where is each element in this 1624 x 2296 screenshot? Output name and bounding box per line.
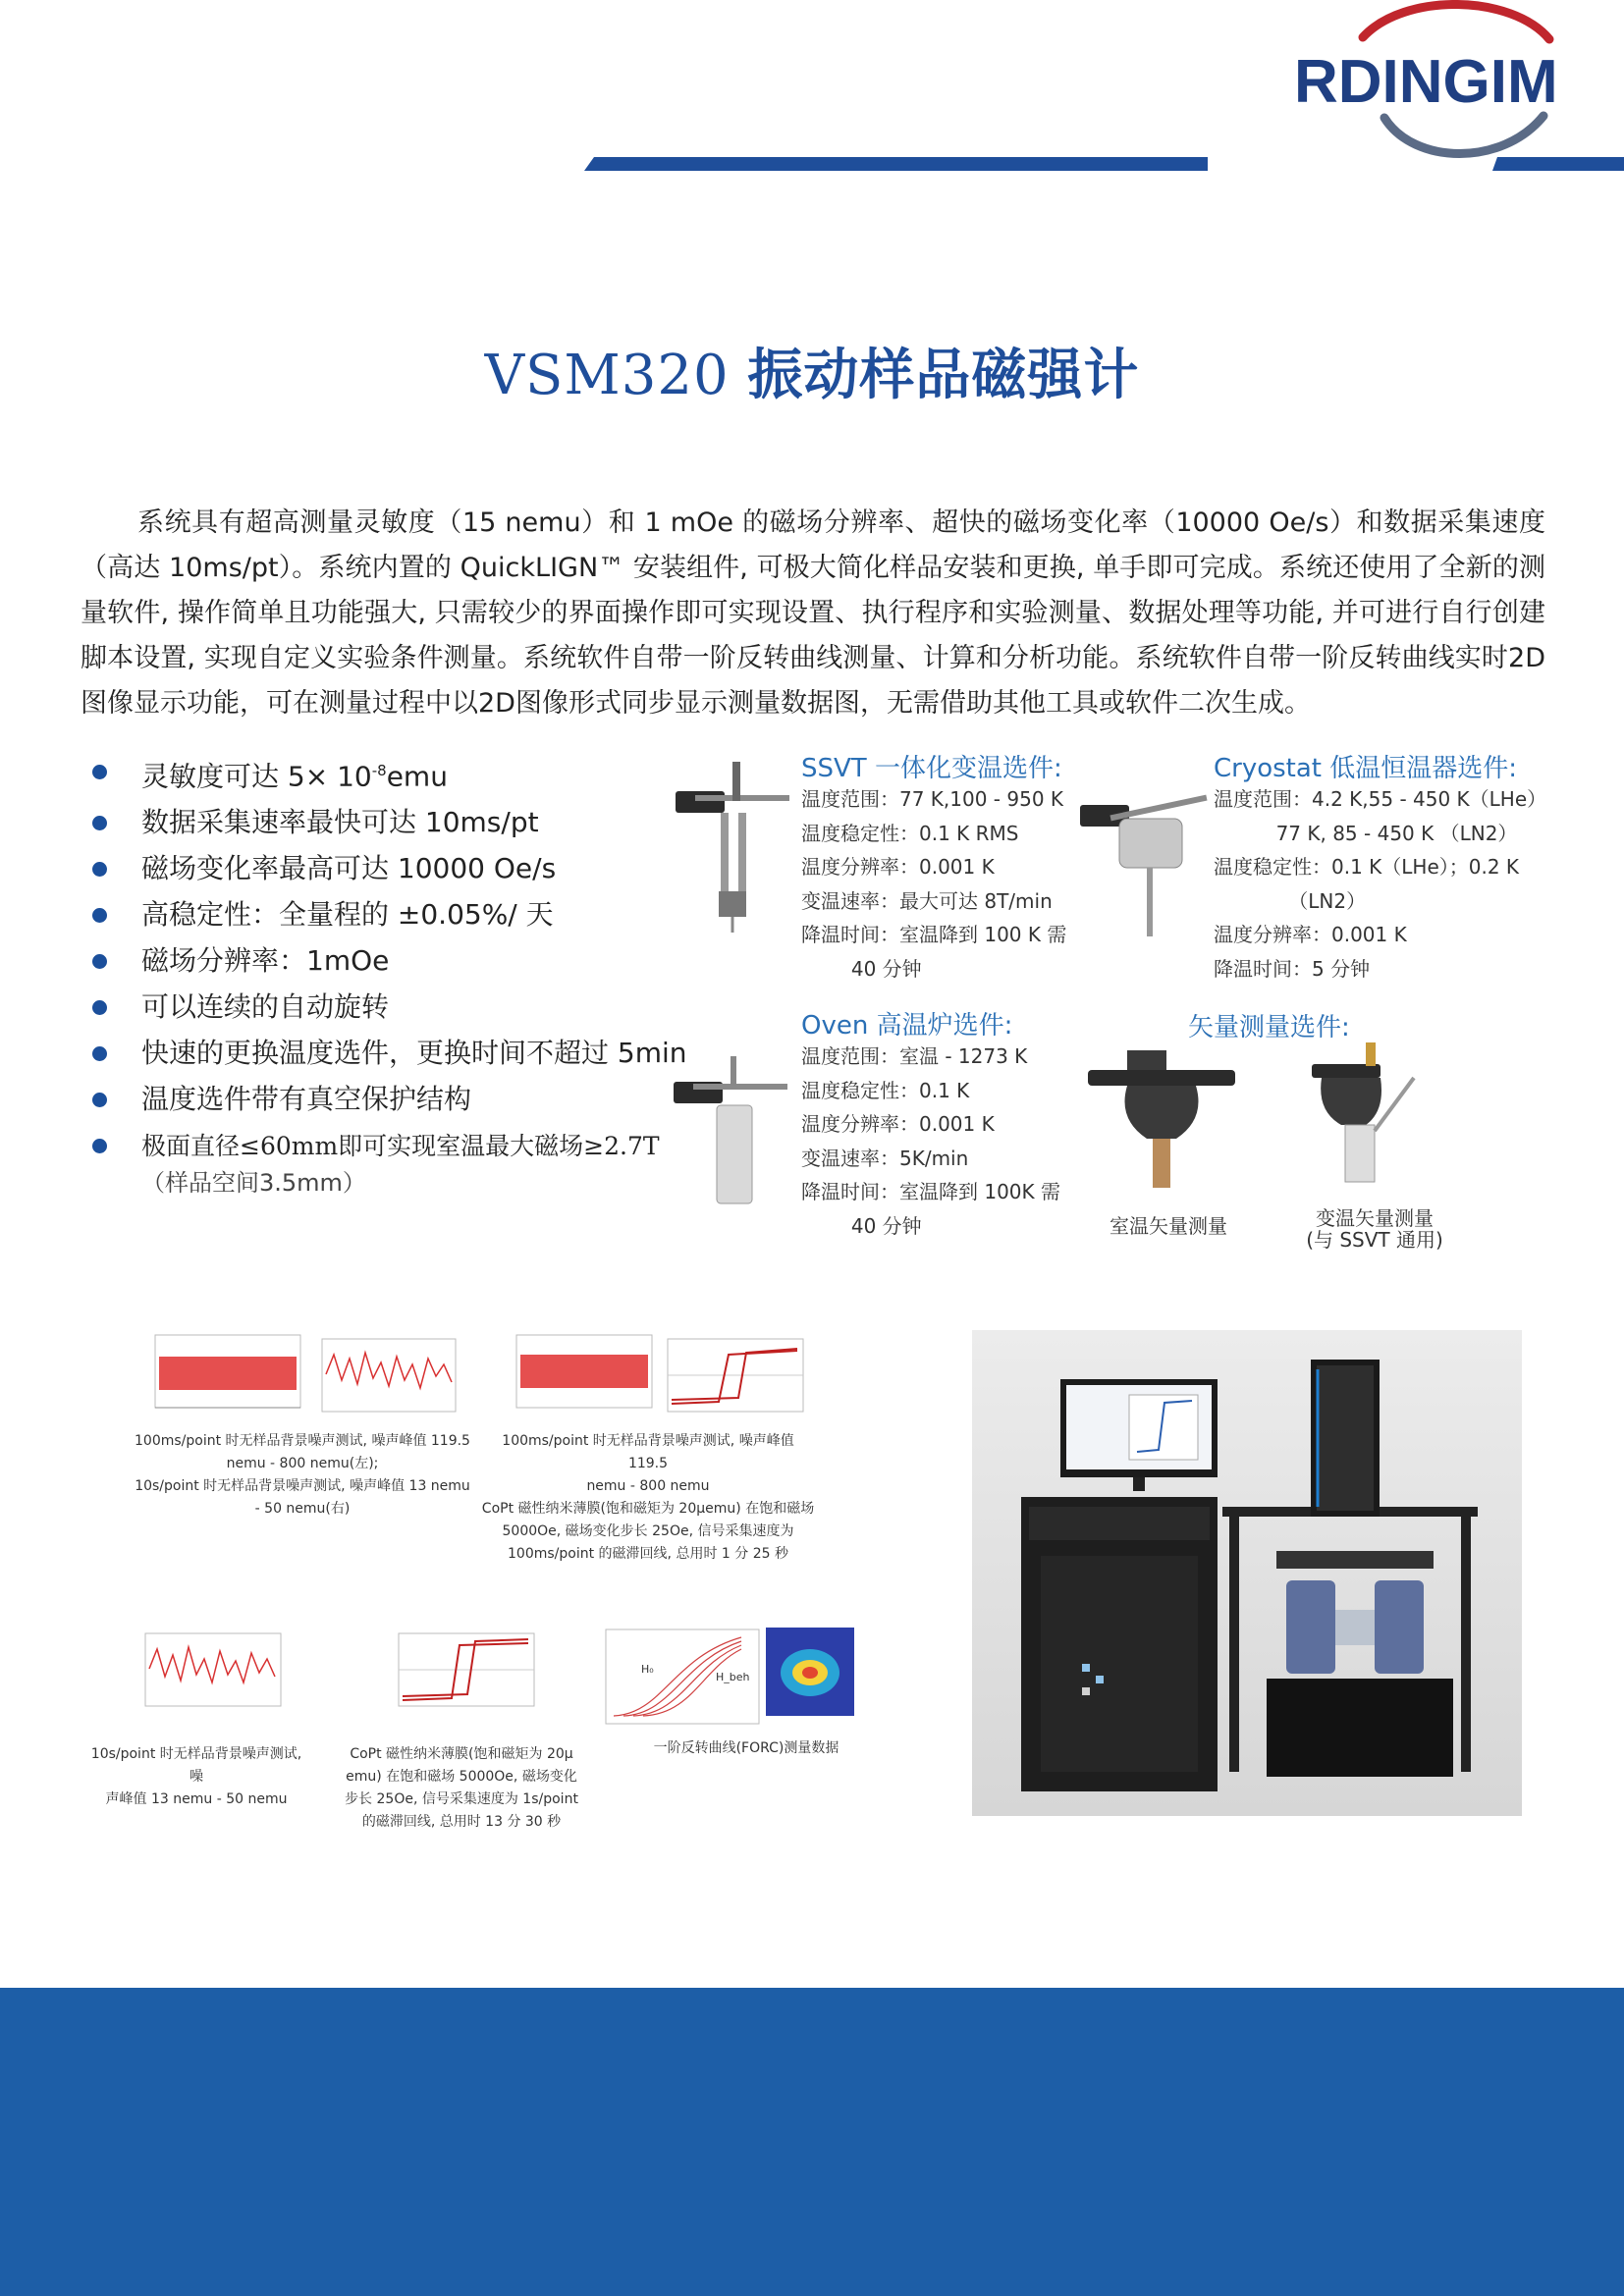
bullet-dot-icon	[92, 1139, 107, 1153]
forc-heatmap	[766, 1628, 854, 1716]
footer-band	[0, 1988, 1624, 2296]
feature-item: 数据采集速率最快可达 10ms/pt	[88, 799, 697, 845]
plot-caption: 一阶反转曲线(FORC)测量数据	[653, 1740, 839, 1756]
variable-temp-vector-image	[1312, 1042, 1420, 1188]
bullet-dot-icon	[92, 908, 107, 923]
room-temp-vector-image	[1088, 1050, 1235, 1198]
vsm-system-photo	[972, 1330, 1522, 1816]
bullet-dot-icon	[92, 1000, 107, 1015]
bullet-dot-icon	[92, 816, 107, 830]
forc-label-left: H₀	[641, 1663, 654, 1676]
intro-paragraph	[81, 501, 1545, 726]
hysteresis-plot-1s	[391, 1629, 538, 1718]
room-temp-vector-label: 室温矢量测量	[1110, 1214, 1227, 1238]
bullet-dot-icon	[92, 1093, 107, 1107]
feature-item: 灵敏度可达 $5\times 10^{-8}emu$	[88, 748, 697, 799]
feature-item: 磁场变化率最高可达 10000 Oe/s	[88, 845, 697, 891]
bullet-dot-icon	[92, 1046, 107, 1061]
rdingim-logo	[1286, 0, 1624, 167]
ssvt-option-specs: 温度范围：77 K,100 - 950 K 温度稳定性：0.1 K RMS 温度分辨率：0.001 K 变温速率：最大可达 8T/min 降温时间：室温降到 100 K 需 40 分钟	[801, 787, 1067, 981]
oven-option-image	[674, 1050, 791, 1217]
cryostat-option-specs: 温度范围：4.2 K,55 - 450 K（LHe） 77 K, 85 - 450 K （LN2） 温度稳定性：0.1 K（LHe）；0.2 K （LN2） 温度分辨率：0.001 K 降温时间：5 分钟	[1214, 787, 1547, 981]
title-model: VSM320	[484, 344, 730, 407]
noise-plot-100ms-b	[503, 1331, 655, 1424]
variable-temp-vector-label: 变温矢量测量 (与 SSVT 通用)	[1306, 1206, 1443, 1252]
feature-item: 极面直径≤60mm即可实现室温最大磁场≥2.7T （样品空间3.5mm）	[88, 1122, 697, 1197]
oven-option-specs: 温度范围：室温 - 1273 K 温度稳定性：0.1 K 温度分辨率：0.001 K 变温速率：5K/min 降温时间：室温降到 100K 需 40 分钟	[801, 1044, 1061, 1238]
noise-plot-10s	[312, 1335, 460, 1423]
feature-item: 高稳定性：全量程的 ±0.05%/ 天	[88, 891, 697, 937]
page-title	[0, 332, 1624, 410]
plot-caption: 100ms/point 时无样品背景噪声测试, 噪声峰值 119.5 nemu - 800 nemu(左); 10s/point 时无样品背景噪声测试, 噪声峰值 13 nemu - 50 nemu(右)	[135, 1433, 470, 1517]
ssvt-option-title: SSVT 一体化变温选件:	[801, 754, 1062, 783]
feature-item: 快速的更换温度选件，更换时间不超过 5min	[88, 1030, 697, 1076]
header-rule	[584, 157, 1624, 171]
bullet-dot-icon	[92, 862, 107, 877]
forc-label-right: H_beh	[716, 1671, 750, 1683]
bullet-dot-icon	[92, 954, 107, 969]
feature-item: 可以连续的自动旋转	[88, 984, 697, 1030]
plot-caption: 10s/point 时无样品背景噪声测试, 噪 声峰值 13 nemu - 50 nemu	[90, 1746, 302, 1807]
feature-item: 温度选件带有真空保护结构	[88, 1076, 697, 1122]
vector-option-title: 矢量测量选件:	[1188, 1013, 1350, 1042]
ssvt-option-image	[676, 756, 793, 933]
intro-text: 系统具有超高测量灵敏度（15 nemu）和 1 mOe 的磁场分辨率、超快的磁场变化率（10000 Oe/s）和数据采集速度（高达 10ms/pt）。系统内置的 QuickLIGN™ 安装组件, 可极大简化样品安装和更换, 单手即可完成。系统还使用了全新的测量软件, 操作简单且功能强大, 只需较少的界面操作即可实现设置、执行程序和实验测量、数据处理等功能, 并可进行自行创建脚本设置, 实现自定义实验条件测量。系统软件自带一阶反转曲线测量、计算和分析功能。系统软件自带一阶反转曲线实时2D图像显示功能，可在测量过程中以2D图像形式同步显示测量数据图，无需借助其他工具或软件二次生成。	[81, 507, 1545, 719]
noise-plot-100ms	[137, 1331, 304, 1424]
cryostat-option-image	[1080, 775, 1213, 937]
hysteresis-plot-100ms	[660, 1335, 807, 1423]
cryostat-option-title: Cryostat 低温恒温器选件:	[1214, 754, 1518, 783]
plot-caption: 100ms/point 时无样品背景噪声测试, 噪声峰值 119.5 nemu - 800 nemu CoPt 磁性纳米薄膜(饱和磁矩为 20μemu) 在饱和磁场 5000Oe, 磁场变化步长 25Oe, 信号采集速度为 100ms/point 的磁滞回线, 总用时 1 分 25 秒	[481, 1433, 815, 1562]
feature-list	[88, 748, 697, 1197]
forc-curves-plot	[604, 1628, 761, 1726]
logo-text: RDINGIM	[1294, 48, 1558, 116]
title-name: 振动样品磁强计	[747, 344, 1140, 407]
feature-item: 磁场分辨率：1mOe	[88, 937, 697, 984]
bullet-dot-icon	[92, 765, 107, 779]
plot-caption: CoPt 磁性纳米薄膜(饱和磁矩为 20μ emu) 在饱和磁场 5000Oe, 磁场变化 步长 25Oe, 信号采集速度为 1s/point 的磁滞回线, 总用时 13 分 30 秒	[345, 1746, 578, 1830]
oven-option-title: Oven 高温炉选件:	[801, 1011, 1013, 1041]
noise-plot-10s-b	[137, 1629, 285, 1718]
